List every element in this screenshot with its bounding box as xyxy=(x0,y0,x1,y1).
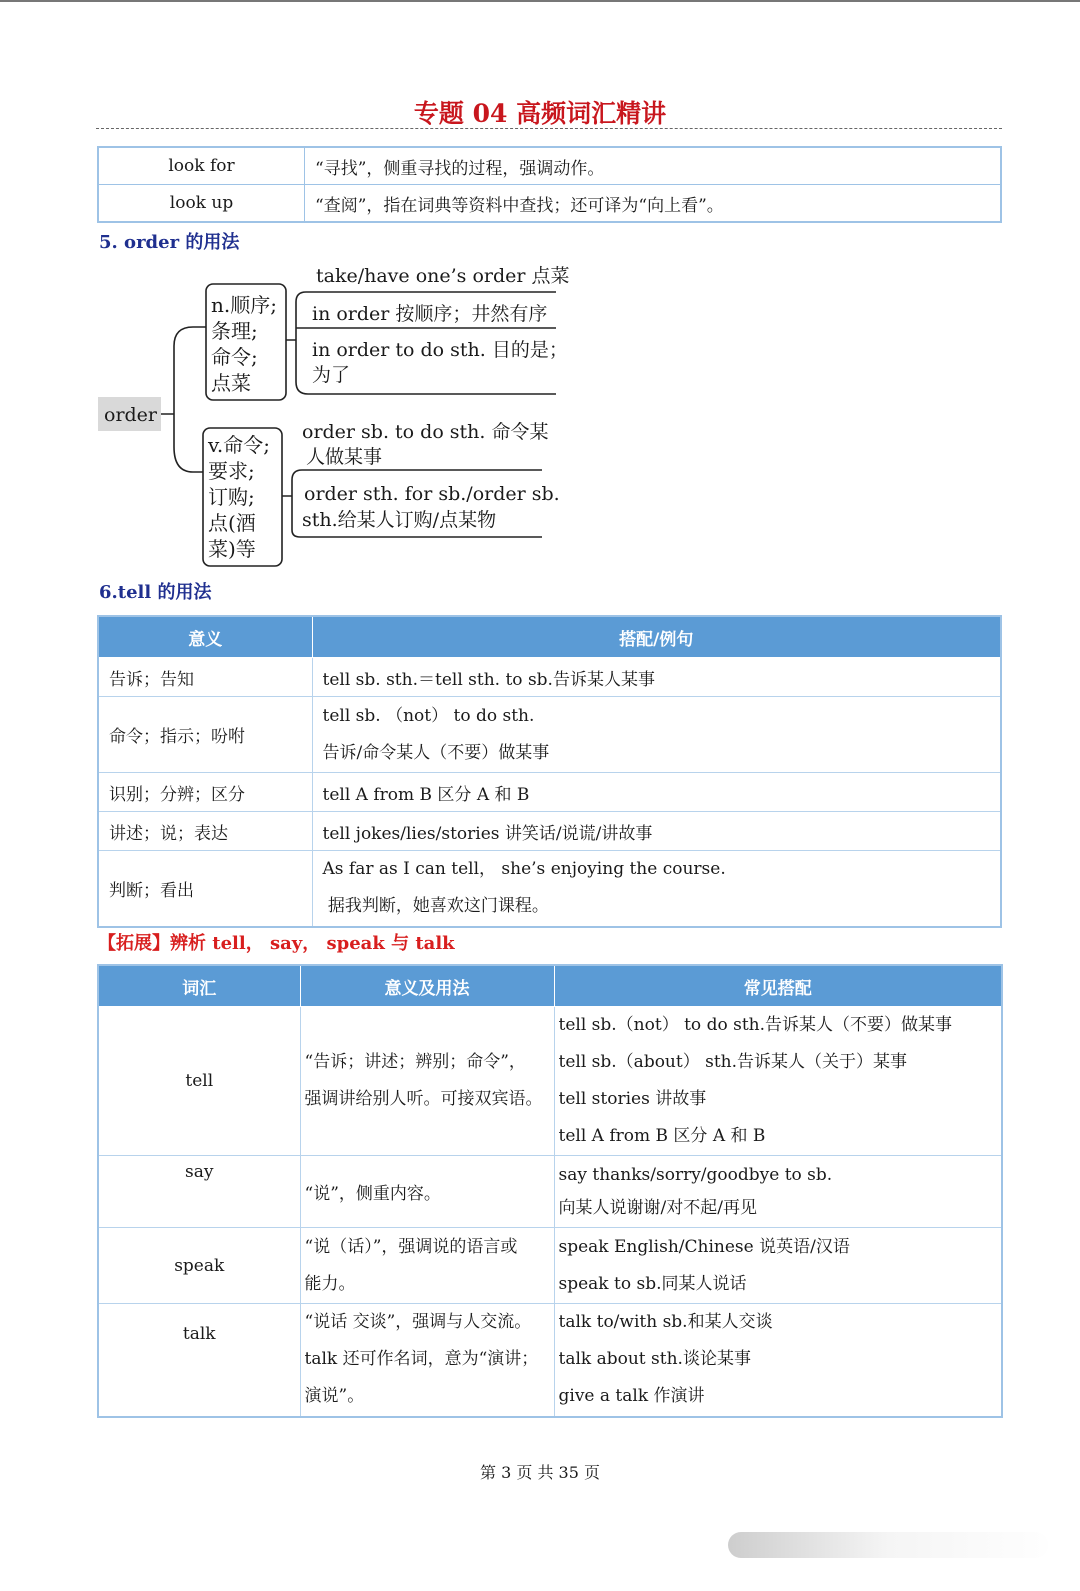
column-header: 意义 xyxy=(98,616,312,658)
meaning-line: “告诉；讲述；辨别；命令”， xyxy=(304,1052,526,1072)
collocation-line: speak to sb.同某人说话 xyxy=(558,1273,747,1294)
meaning-line: “说话 交谈”，强调与人交流。 xyxy=(304,1312,532,1333)
collocation-cell xyxy=(554,1156,1002,1228)
table-row xyxy=(98,773,1001,812)
collocation-line: give a talk 作演讲 xyxy=(558,1386,705,1407)
verb-usage-item: order sb. to do sth. 命令某 xyxy=(302,421,549,443)
page-number: 第 3 页 共 35 页 xyxy=(480,1463,600,1482)
meaning-cell: 命令；指示；吩咐 xyxy=(98,697,312,773)
word-cell: talk xyxy=(98,1304,300,1417)
tell-say-speak-talk-table xyxy=(97,964,1003,1418)
noun-usage-item: in order to do sth. 目的是； xyxy=(312,339,568,361)
table-header-row xyxy=(98,965,1002,1007)
table-row xyxy=(98,1007,1002,1156)
usage-line: As far as I can tell， she’s enjoying the course. xyxy=(322,859,726,880)
section-5-heading: 5. order 的用法 xyxy=(99,232,240,253)
verb-label-line: v.命令; xyxy=(208,433,271,457)
meaning-line: “说”，侧重内容。 xyxy=(304,1184,441,1204)
usage-cell: tell sb. sth.＝tell sth. to sb.告诉某人某事 xyxy=(312,658,1001,697)
meaning-cell: 识别；分辨；区分 xyxy=(98,773,312,812)
collocation-line: tell A from B 区分 A 和 B xyxy=(558,1126,766,1146)
meaning-line: “说（话）”，强调说的语言或 xyxy=(304,1236,518,1257)
verb-usage-item: sth.给某人订购/点某物 xyxy=(302,509,497,531)
word-cell: speak xyxy=(98,1228,300,1304)
verb-usage-item: 人做某事 xyxy=(306,446,383,468)
usage-meaning-cell xyxy=(300,1007,554,1156)
noun-usage-item: in order 按顺序；井然有序 xyxy=(312,303,548,325)
meaning-cell: “查阅”，指在词典等资料中查找；还可译为“向上看”。 xyxy=(305,185,1002,223)
meaning-line: 演说”。 xyxy=(304,1386,365,1407)
section-6-heading: 6.tell 的用法 xyxy=(99,582,212,603)
table-row xyxy=(98,1304,1002,1417)
usage-cell: tell jokes/lies/stories 讲笑话/说谎/讲故事 xyxy=(312,812,1001,851)
phrase-cell: look up xyxy=(98,185,305,223)
verb-label-line: 菜)等 xyxy=(208,537,256,561)
document-title: 专题 04 高频词汇精讲 xyxy=(413,99,667,128)
word-cell: say xyxy=(98,1156,300,1228)
meaning-line: 强调讲给别人听。可接双宾语。 xyxy=(304,1089,543,1109)
collocation-line: talk to/with sb.和某人交谈 xyxy=(558,1312,773,1333)
noun-label-line: 命令; xyxy=(211,345,258,369)
tell-usage-table xyxy=(97,615,1002,928)
usage-cell xyxy=(312,697,1001,773)
usage-line: tell sb. （not） to do sth. xyxy=(322,705,535,726)
verb-label-line: 点(酒 xyxy=(208,511,256,535)
scroll-indicator xyxy=(728,1532,1048,1558)
diagram-connector xyxy=(161,327,206,472)
usage-meaning-cell xyxy=(300,1156,554,1228)
order-usage-diagram xyxy=(0,0,1080,600)
noun-usage-item: take/have one’s order 点菜 xyxy=(316,265,570,287)
table-row xyxy=(98,658,1001,697)
meaning-cell: 判断；看出 xyxy=(98,851,312,927)
table-row xyxy=(98,1228,1002,1304)
column-header: 搭配/例句 xyxy=(312,616,1001,658)
collocation-line: tell sb.（not） to do sth.告诉某人（不要）做某事 xyxy=(558,1015,952,1035)
collocation-line: speak English/Chinese 说英语/汉语 xyxy=(558,1236,850,1257)
meaning-line: 能力。 xyxy=(304,1273,356,1294)
phrase-cell: look for xyxy=(98,147,305,185)
column-header: 意义及用法 xyxy=(300,965,554,1007)
word-cell: tell xyxy=(98,1007,300,1156)
usage-line: 告诉/命令某人（不要）做某事 xyxy=(322,742,550,763)
noun-label-line: 点菜 xyxy=(211,371,251,395)
collocation-cell xyxy=(554,1304,1002,1417)
extension-heading: 【拓展】辨析 tell， say， speak 与 talk xyxy=(98,933,455,954)
meaning-cell: 讲述；说；表达 xyxy=(98,812,312,851)
usage-cell: tell A from B 区分 A 和 B xyxy=(312,773,1001,812)
usage-meaning-cell xyxy=(300,1228,554,1304)
collocation-line: say thanks/sorry/goodbye to sb. xyxy=(558,1164,833,1185)
table-row xyxy=(98,851,1001,927)
collocation-cell xyxy=(554,1007,1002,1156)
usage-line: 据我判断，她喜欢这门课程。 xyxy=(322,896,549,917)
verb-label-line: 订购; xyxy=(208,485,255,509)
column-header: 词汇 xyxy=(98,965,300,1007)
table-row xyxy=(98,697,1001,773)
collocation-line: 向某人说谢谢/对不起/再见 xyxy=(558,1197,757,1218)
meaning-cell: 告诉；告知 xyxy=(98,658,312,697)
collocation-cell xyxy=(554,1228,1002,1304)
collocation-line: talk about sth.谈论某事 xyxy=(558,1349,751,1370)
usage-cell xyxy=(312,851,1001,927)
table-row xyxy=(98,812,1001,851)
usage-meaning-cell xyxy=(300,1304,554,1417)
verb-label-line: 要求; xyxy=(208,459,255,483)
diagram-root-label: order xyxy=(104,404,158,426)
collocation-line: tell stories 讲故事 xyxy=(558,1089,707,1109)
noun-label-line: 条理; xyxy=(211,319,258,343)
table-row xyxy=(98,1156,1002,1228)
table-header-row xyxy=(98,616,1001,658)
noun-label-line: n.顺序; xyxy=(211,293,277,317)
noun-usage-item: 为了 xyxy=(312,364,351,386)
meaning-line: talk 还可作名词，意为“演讲； xyxy=(304,1349,539,1370)
meaning-cell: “寻找”，侧重寻找的过程，强调动作。 xyxy=(305,147,1002,185)
verb-usage-item: order sth. for sb./order sb. xyxy=(304,483,560,505)
collocation-line: tell sb.（about） sth.告诉某人（关于）某事 xyxy=(558,1052,908,1072)
column-header: 常见搭配 xyxy=(554,965,1002,1007)
